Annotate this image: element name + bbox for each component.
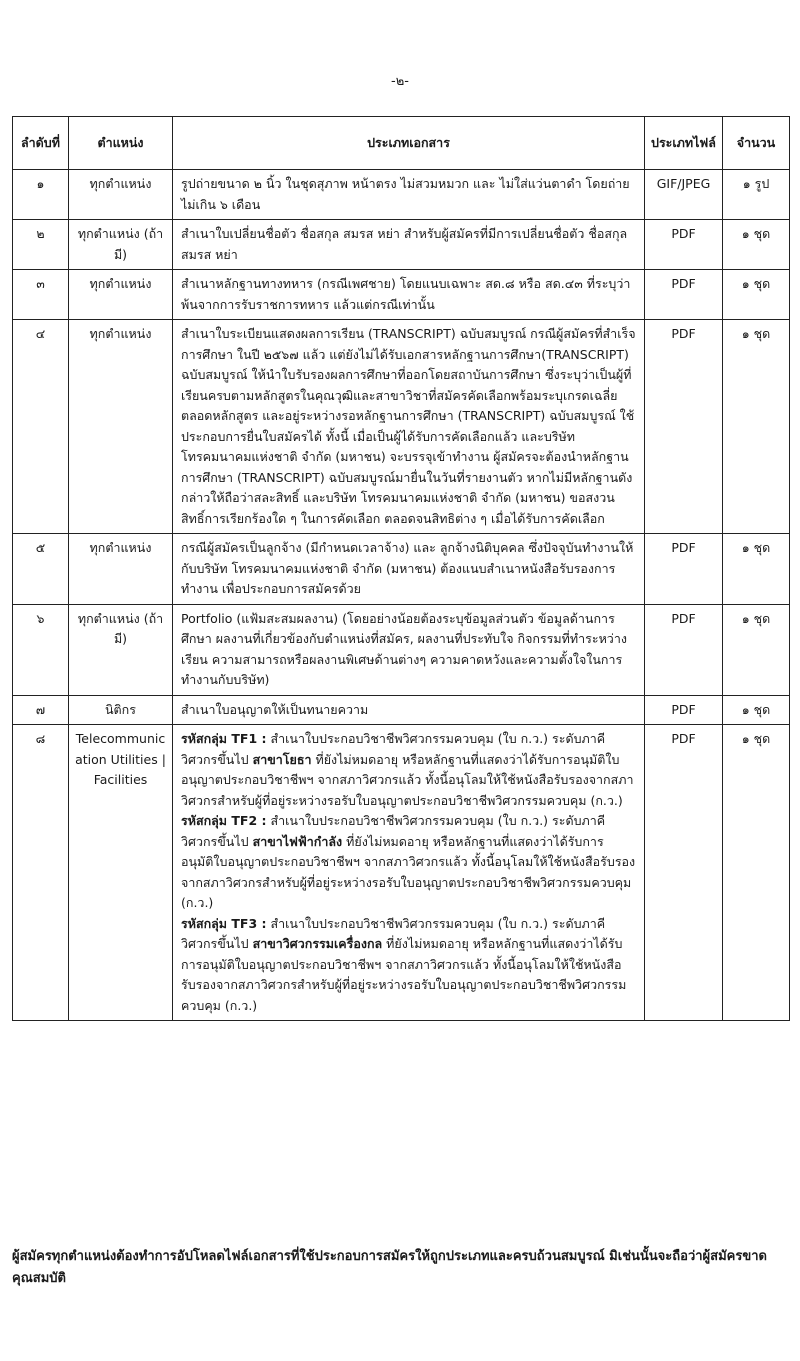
header-doc-type: ประเภทเอกสาร [173,117,645,170]
required-documents-table [12,116,790,1021]
table-row [13,604,790,695]
row-description: สำเนาใบเปลี่ยนชื่อตัว ชื่อสกุล สมรส หย่า สำหรับผู้สมัครที่มีการเปลี่ยนชื่อตัว ชื่อสกุล สมรส หย่า [173,220,645,270]
group-code: รหัสกลุ่ม TF3 : [181,915,267,931]
group-code: รหัสกลุ่ม TF2 : [181,813,267,828]
row-description [173,725,645,1021]
row-order: ๕ [13,534,69,605]
group-code: รหัสกลุ่ม TF1 : [181,731,267,746]
group-text-post: ที่ยังไม่หมดอายุ หรือหลักฐานที่แสดงว่าได้รับการอนุมัติใบอนุญาตประกอบวิชาชีพฯ จากสภาวิศวกรแล้ว ทั้งนี้อนุโลมให้ใช้หนังสือรับรองจากสภาวิศวกรสำหรับผู้ที่อยู่ระหว่างรอรับใบอนุญาตประกอบวิชาชีพวิศวกรรมควบคุม (ก.ว.) [181,833,636,910]
license-group-tf2 [181,811,636,914]
row-position: ทุกตำแหน่ง (ถ้ามี) [69,604,173,695]
row-quantity: ๑ ชุด [723,604,790,695]
group-branch: สาขาวิศวกรรมเครื่องกล [252,936,383,951]
table-row [13,534,790,605]
row-file-type: PDF [645,270,723,320]
group-branch: สาขาไฟฟ้ากำลัง [252,833,343,849]
row-file-type: PDF [645,695,723,725]
row-position: Telecommunication Utilities | Facilities [69,725,173,1021]
header-file-type: ประเภทไฟล์ [645,117,723,170]
license-group-tf3 [181,914,636,1017]
row-quantity: ๑ ชุด [723,270,790,320]
table-row [13,270,790,320]
row-quantity: ๑ ชุด [723,695,790,725]
header-quantity: จำนวน [723,117,790,170]
row-description: รูปถ่ายขนาด ๒ นิ้ว ในชุดสุภาพ หน้าตรง ไม่สวมหมวก และ ไม่ใส่แว่นตาดำ โดยถ่ายไม่เกิน ๖ เดือน [173,170,645,220]
row-description: Portfolio (แฟ้มสะสมผลงาน) (โดยอย่างน้อยต้องระบุข้อมูลส่วนตัว ข้อมูลด้านการศึกษา ผลงานที่เกี่ยวข้องกับตำแหน่งที่สมัคร, ผลงานที่ประทับใจ กิจกรรมที่ทำระหว่างเรียน ความสามารถหรือผลงานพิเศษด้านต่างๆ ความคาดหวังและความตั้งใจในการทำงานกับบริษัท) [173,604,645,695]
row-order: ๗ [13,695,69,725]
footer-note: ผู้สมัครทุกตำแหน่งต้องทำการอัปโหลดไฟล์เอกสารที่ใช้ประกอบการสมัครให้ถูกประเภทและครบถ้วนสมบูรณ์ มิเช่นนั้นจะถือว่าผู้สมัครขาดคุณสมบัติ [12,1249,767,1286]
row-position: ทุกตำแหน่ง [69,534,173,605]
row-position: ทุกตำแหน่ง [69,170,173,220]
table-row [13,695,790,725]
group-text-pre: สำเนาใบประกอบวิชาชีพวิศวกรรมควบคุม (ใบ ก.ว.) ระดับภาคีวิศวกรขึ้นไป [181,915,606,951]
row-position: ทุกตำแหน่ง [69,320,173,534]
table-row [13,170,790,220]
license-group-tf1 [181,729,636,811]
table-row [13,725,790,1021]
row-quantity: ๑ ชุด [723,725,790,1021]
page-number: -๒- [391,74,409,89]
row-description: สำเนาใบระเบียนแสดงผลการเรียน (TRANSCRIPT) ฉบับสมบูรณ์ กรณีผู้สมัครที่สำเร็จการศึกษา ในปี ๒๕๖๗ แล้ว แต่ยังไม่ได้รับเอกสารหลักฐานการศึกษา(TRANSCRIPT) ฉบับสมบูรณ์ ให้นำใบรับรองผลการศึกษาที่ออกโดยสถาบันการศึกษา ซึ่งระบุว่าเป็นผู้ที่เรียนครบตามหลักสูตรในคุณวุฒิและสาขาวิชาที่สมัครคัดเลือกพร้อมระบุเกรดเฉลี่ยตลอดหลักสูตร และอยู่ระหว่างรอหลักฐานการศึกษา (TRANSCRIPT) ฉบับสมบูรณ์ ใช้ประกอบการยื่นใบสมัครได้ ทั้งนี้ เมื่อเป็นผู้ได้รับการคัดเลือกแล้ว และบริษัท โทรคมนาคมแห่งชาติ จำกัด (มหาชน) จะบรรจุเข้าทำงาน ผู้สมัครจะต้องนำหลักฐานการศึกษา (TRANSCRIPT) ฉบับสมบูรณ์มายื่นในวันที่รายงานตัว หากไม่มีหลักฐานดังกล่าวให้ถือว่าสละสิทธิ์ และบริษัท โทรคมนาคมแห่งชาติ จำกัด (มหาชน) ขอสงวนสิทธิ์การเรียกร้องใด ๆ ในการคัดเลือก ตลอดจนสิทธิต่าง ๆ เมื่อได้รับการคัดเลือก [173,320,645,534]
row-order: ๒ [13,220,69,270]
table-row [13,320,790,534]
row-position: ทุกตำแหน่ง [69,270,173,320]
row-file-type: PDF [645,220,723,270]
header-position: ตำแหน่ง [69,117,173,170]
row-order: ๔ [13,320,69,534]
row-file-type: PDF [645,320,723,534]
table-header-row [13,117,790,170]
row-quantity: ๑ รูป [723,170,790,220]
row-description: สำเนาหลักฐานทางทหาร (กรณีเพศชาย) โดยแนบเฉพาะ สด.๘ หรือ สด.๔๓ ที่ระบุว่าพ้นจากการรับราชการทหาร แล้วแต่กรณีเท่านั้น [173,270,645,320]
row-quantity: ๑ ชุด [723,534,790,605]
row-order: ๑ [13,170,69,220]
group-text-post: ที่ยังไม่หมดอายุ หรือหลักฐานที่แสดงว่าได้รับการอนุมัติใบอนุญาตประกอบวิชาชีพฯ จากสภาวิศวกรแล้ว ทั้งนี้อนุโลมให้ใช้หนังสือรับรองจากสภาวิศวกรสำหรับผู้ที่อยู่ระหว่างรอรับใบอนุญาตประกอบวิชาชีพวิศวกรรมควบคุม (ก.ว.) [181,936,627,1013]
row-file-type: GIF/JPEG [645,170,723,220]
row-order: ๓ [13,270,69,320]
group-text-pre: สำเนาใบประกอบวิชาชีพวิศวกรรมควบคุม (ใบ ก.ว.) ระดับภาคีวิศวกรขึ้นไป [181,813,606,849]
group-text-post: ที่ยังไม่หมดอายุ หรือหลักฐานที่แสดงว่าได้รับการอนุมัติใบอนุญาตประกอบวิชาชีพฯ จากสภาวิศวกรแล้ว ทั้งนี้อนุโลมให้ใช้หนังสือรับรองจากสภาวิศวกรสำหรับผู้ที่อยู่ระหว่างรอรับใบอนุญาตประกอบวิชาชีพวิศวกรรมควบคุม (ก.ว.) [181,751,634,808]
group-branch: สาขาโยธา [252,751,312,767]
row-description: สำเนาใบอนุญาตให้เป็นทนายความ [173,695,645,725]
row-position: ทุกตำแหน่ง (ถ้ามี) [69,220,173,270]
group-text-pre: สำเนาใบประกอบวิชาชีพวิศวกรรมควบคุม (ใบ ก.ว.) ระดับภาคีวิศวกรขึ้นไป [181,731,606,767]
row-file-type: PDF [645,725,723,1021]
header-order: ลำดับที่ [13,117,69,170]
row-order: ๖ [13,604,69,695]
row-position: นิติกร [69,695,173,725]
row-order: ๘ [13,725,69,1021]
row-description: กรณีผู้สมัครเป็นลูกจ้าง (มีกำหนดเวลาจ้าง) และ ลูกจ้างนิติบุคคล ซึ่งปัจจุบันทำงานให้กับบริษัท โทรคมนาคมแห่งชาติ จำกัด (มหาชน) ต้องแนบสำเนาหนังสือรับรองการทำงาน เพื่อประกอบการสมัครด้วย [173,534,645,605]
row-quantity: ๑ ชุด [723,220,790,270]
row-quantity: ๑ ชุด [723,320,790,534]
table-row [13,220,790,270]
row-file-type: PDF [645,604,723,695]
row-file-type: PDF [645,534,723,605]
